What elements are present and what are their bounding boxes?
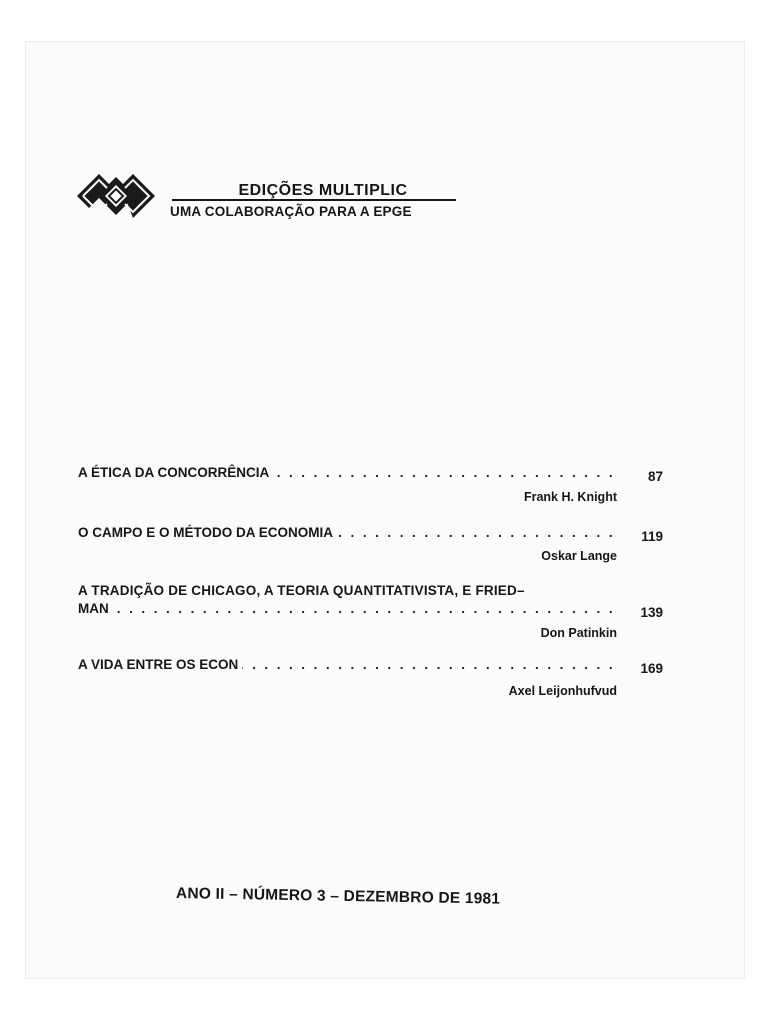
toc-page-number: 87 — [623, 468, 663, 486]
toc-page-number: 119 — [623, 528, 663, 546]
toc-entry — [78, 582, 663, 640]
toc-entry-title-line1: A TRADIÇÃO DE CHICAGO, A TEORIA QUANTITATIVISTA, E FRIED– — [78, 583, 525, 598]
toc-page-number: 139 — [623, 604, 663, 622]
toc-entry-author: Axel Leijonhufvud — [508, 684, 617, 698]
toc-entry-author: Frank H. Knight — [523, 490, 617, 504]
toc-entry-line — [78, 464, 663, 482]
publisher-subtitle: UMA COLABORAÇÃO PARA A EPGE — [170, 204, 412, 219]
toc-entry-title: O CAMPO E O MÉTODO DA ECONOMIA — [78, 525, 337, 540]
toc-entry-title: A VIDA ENTRE OS ECON — [78, 657, 242, 672]
toc-entry — [78, 524, 663, 563]
toc-entry-line — [78, 600, 663, 618]
toc-page-number: 169 — [623, 660, 663, 678]
toc-entry-title: MAN — [78, 601, 113, 616]
toc-entry-author: Oskar Lange — [541, 549, 617, 563]
publisher-name: EDIÇÕES MULTIPLIC — [238, 182, 408, 199]
toc-entry-line — [78, 656, 663, 674]
toc-leader-dots — [78, 600, 615, 618]
publisher-rule — [172, 199, 456, 201]
toc-entry — [78, 464, 663, 504]
toc-entry-title: A ÉTICA DA CONCORRÊNCIA — [78, 465, 273, 480]
toc-entry — [78, 656, 663, 698]
toc-entry-line — [78, 524, 663, 542]
toc-entry-author: Don Patinkin — [540, 626, 617, 640]
issue-info: ANO II – NÚMERO 3 – DEZEMBRO DE 1981 — [175, 885, 501, 908]
publisher-logo-icon — [77, 172, 155, 220]
